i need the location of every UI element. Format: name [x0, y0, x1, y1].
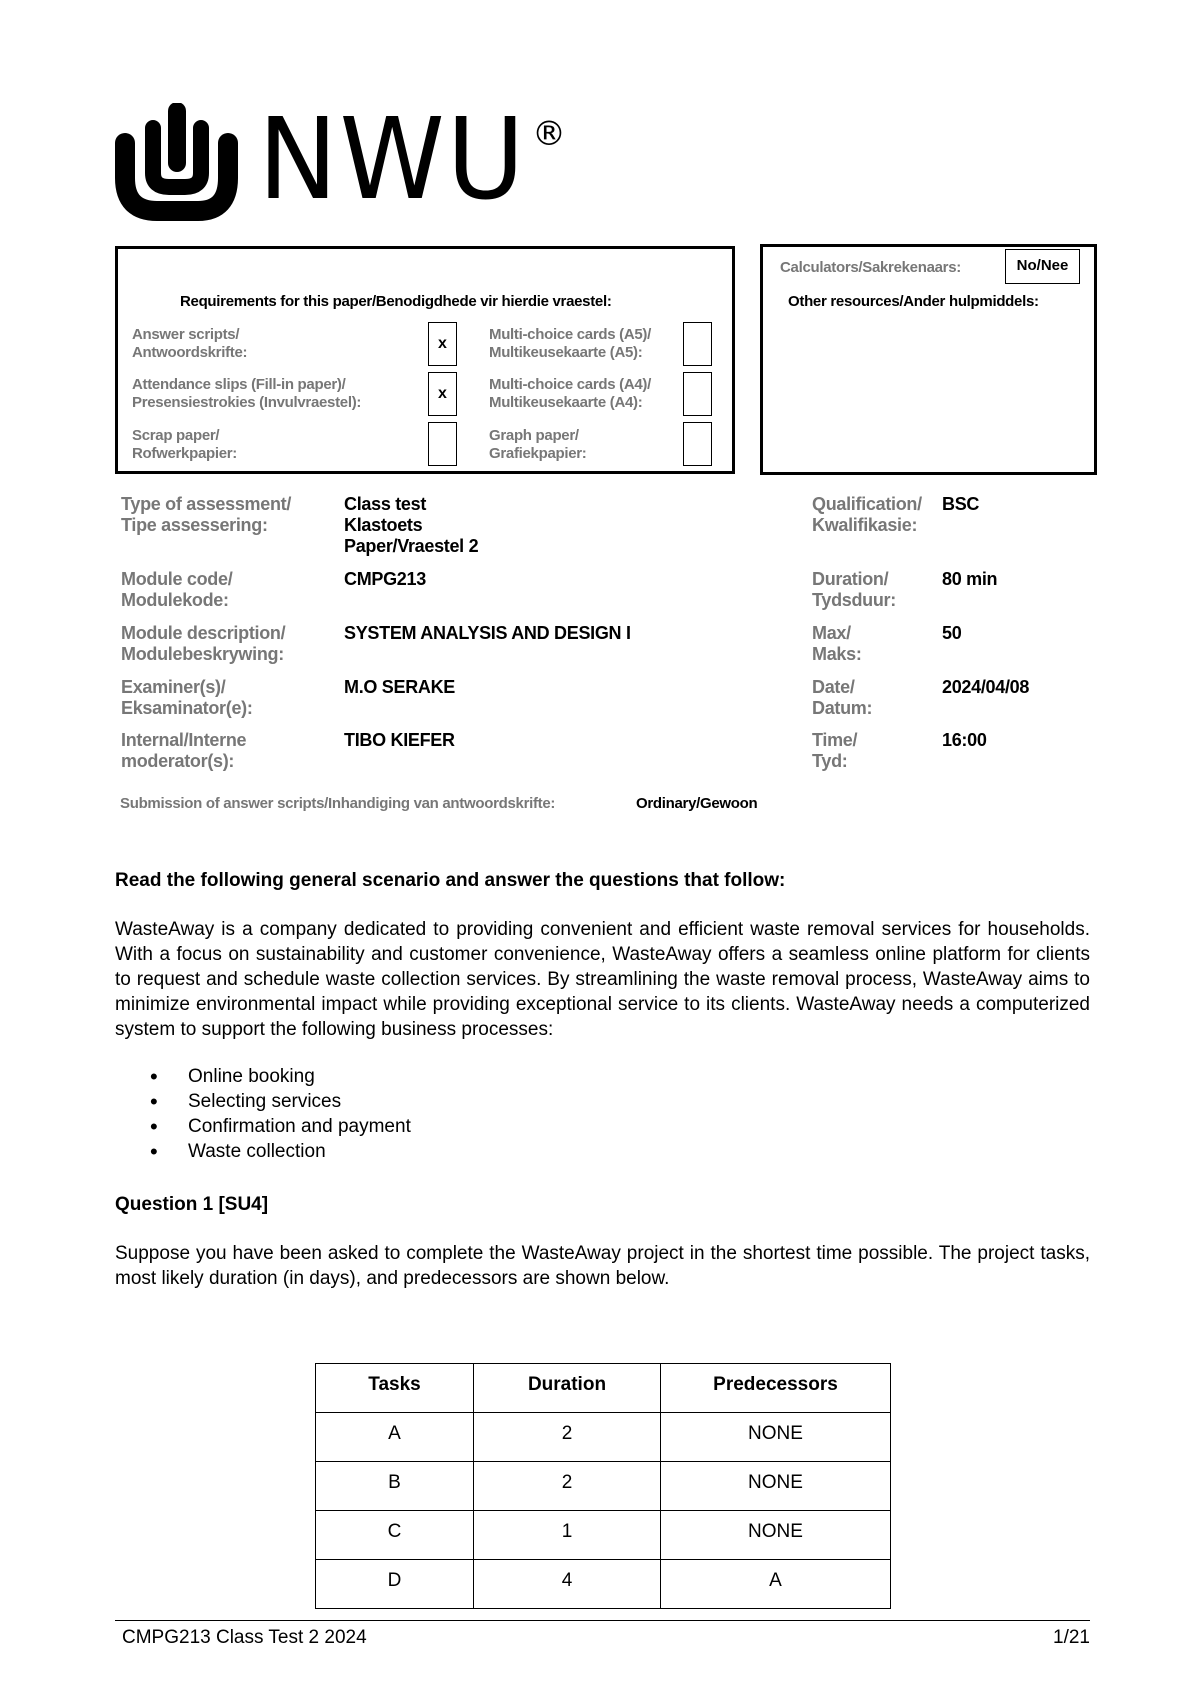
logo-wordmark: NWU [258, 95, 527, 225]
mc-cards-a4-label: Multi-choice cards (A4)/ Multikeusekaarte (A4): [489, 376, 651, 411]
table-header-row [316, 1364, 891, 1413]
table-cell: 2 [474, 1413, 661, 1462]
table-cell: NONE [661, 1511, 891, 1560]
mc-cards-a4-checkbox[interactable] [683, 372, 712, 416]
page-number: 1/21 [1053, 1627, 1090, 1648]
max-label: Max/ Maks: [812, 623, 862, 664]
answer-scripts-label: Answer scripts/ Antwoordskrifte: [132, 326, 248, 361]
table-row [316, 1413, 891, 1462]
duration-label: Duration/ Tydsduur: [812, 569, 896, 610]
table-cell: B [316, 1462, 474, 1511]
scrap-paper-checkbox[interactable] [428, 422, 457, 466]
list-item: • Waste collection [140, 1139, 411, 1164]
time-value: 16:00 [942, 730, 987, 750]
scenario-heading: Read the following general scenario and answer the questions that follow: [115, 870, 786, 891]
examiner-label: Examiner(s)/ Eksaminator(e): [121, 677, 253, 718]
table-cell: 4 [474, 1560, 661, 1609]
footer-divider [115, 1620, 1090, 1621]
type-assessment-value: Class test Klastoets Paper/Vraestel 2 [344, 494, 479, 556]
mc-cards-a5-label: Multi-choice cards (A5)/ Multikeusekaarte (A5): [489, 326, 651, 361]
other-resources-label: Other resources/Ander hulpmiddels: [788, 293, 1039, 310]
date-label: Date/ Datum: [812, 677, 873, 718]
calculators-label: Calculators/Sakrekenaars: [780, 259, 961, 276]
list-item: • Online booking [140, 1064, 411, 1089]
module-description-label: Module description/ Modulebeskrywing: [121, 623, 286, 664]
requirements-title: Requirements for this paper/Benodigdhede vir hierdie vraestel: [180, 293, 612, 310]
graph-paper-label: Graph paper/ Grafiekpapier: [489, 427, 587, 462]
business-process-list [140, 1064, 411, 1164]
table-cell: C [316, 1511, 474, 1560]
header-predecessors: Predecessors [661, 1364, 891, 1413]
table-cell: 1 [474, 1511, 661, 1560]
module-description-value: SYSTEM ANALYSIS AND DESIGN I [344, 623, 631, 643]
table-cell: D [316, 1560, 474, 1609]
table-cell: NONE [661, 1462, 891, 1511]
table-row [316, 1560, 891, 1609]
table-cell: A [661, 1560, 891, 1609]
submission-label: Submission of answer scripts/Inhandiging van antwoordskrifte: [120, 795, 556, 812]
examiner-value: M.O SERAKE [344, 677, 456, 697]
attendance-slips-checkbox[interactable]: x [428, 372, 457, 416]
question-title: Question 1 [SU4] [115, 1194, 269, 1215]
attendance-slips-label: Attendance slips (Fill-in paper)/ Presensiestrokies (Invulvraestel): [132, 376, 362, 411]
table-row [316, 1462, 891, 1511]
calculators-value: No/Nee [1005, 249, 1080, 284]
list-item: • Confirmation and payment [140, 1114, 411, 1139]
tasks-table [315, 1363, 891, 1609]
scrap-paper-label: Scrap paper/ Rofwerkpapier: [132, 427, 237, 462]
header-duration: Duration [474, 1364, 661, 1413]
qualification-label: Qualification/ Kwalifikasie: [812, 494, 922, 535]
table-cell: 2 [474, 1462, 661, 1511]
table-cell: A [316, 1413, 474, 1462]
submission-value: Ordinary/Gewoon [636, 795, 758, 812]
moderator-label: Internal/Interne moderator(s): [121, 730, 247, 771]
answer-scripts-checkbox[interactable]: x [428, 322, 457, 366]
type-assessment-label: Type of assessment/ Tipe assessering: [121, 494, 292, 535]
duration-value: 80 min [942, 569, 998, 589]
qualification-value: BSC [942, 494, 980, 514]
list-item: • Selecting services [140, 1089, 411, 1114]
table-cell: NONE [661, 1413, 891, 1462]
moderator-value: TIBO KIEFER [344, 730, 455, 750]
module-code-value: CMPG213 [344, 569, 426, 589]
graph-paper-checkbox[interactable] [683, 422, 712, 466]
time-label: Time/ Tyd: [812, 730, 858, 771]
scenario-paragraph: WasteAway is a company dedicated to providing convenient and efficient waste removal services for households. With a focus on sustainability and customer convenience, WasteAway offers a seamless online platform for clients to request and schedule waste collection services. By streamlining the waste removal process, WasteAway aims to minimize environmental impact while providing exceptional service to its clients. WasteAway needs a computerized system to support the following business processes: [115, 919, 1090, 1040]
table-row [316, 1511, 891, 1560]
header-tasks: Tasks [316, 1364, 474, 1413]
mc-cards-a5-checkbox[interactable] [683, 322, 712, 366]
question-text: Suppose you have been asked to complete the WasteAway project in the shortest time possible. The project tasks, most likely duration (in days), and predecessors are shown below. [115, 1243, 1090, 1289]
footer-title: CMPG213 Class Test 2 2024 [122, 1627, 367, 1648]
date-value: 2024/04/08 [942, 677, 1030, 697]
registered-mark: ® [532, 114, 566, 154]
max-value: 50 [942, 623, 962, 643]
module-code-label: Module code/ Modulekode: [121, 569, 233, 610]
